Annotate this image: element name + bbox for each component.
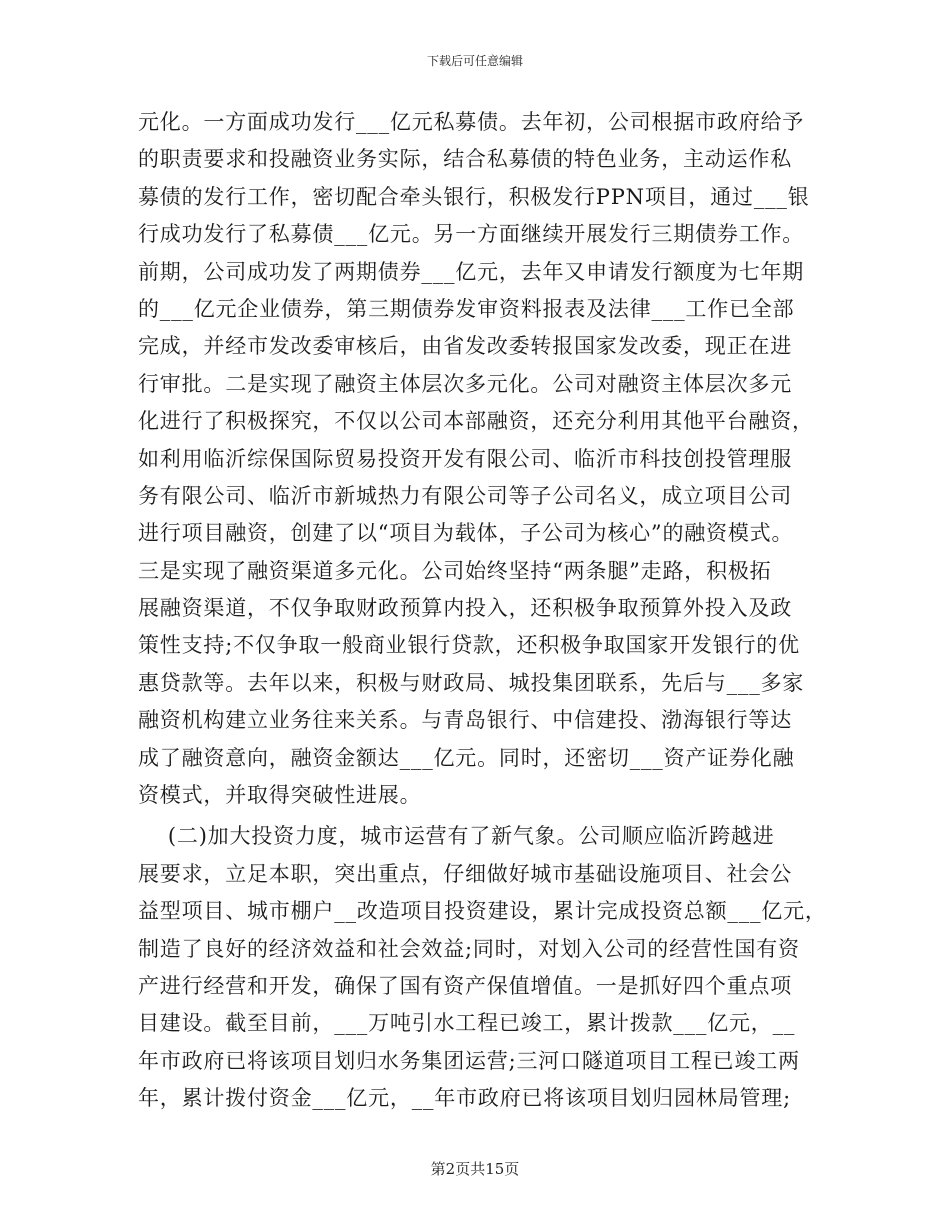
page-header: 下载后可任意编辑 (426, 54, 523, 68)
text-line: 元化。一方面成功发行___亿元私募债。去年初，公司根据市政府给予 (138, 110, 805, 134)
text-line: 进行项目融资，创建了以“项目为载体，子公司为核心”的融资模式。 (138, 521, 794, 546)
text-line: 前期，公司成功发了两期债券___亿元，去年又申请发行额度为七年期 (138, 259, 805, 284)
text-line: 产进行经营和开发，确保了国有资产保值增值。一是抓好四个重点项 (138, 973, 792, 998)
text-line: 完成，并经市发改委审核后，由省发改委转报国家发改委，现正在进 (138, 334, 792, 359)
text-line: 务有限公司、临沂市新城热力有限公司等子公司名义，成立项目公司 (138, 483, 792, 508)
text-line: 惠贷款等。去年以来，积极与财政局、城投集团联系，先后与___多家 (138, 670, 805, 695)
text-line: 如利用临沂综保国际贸易投资开发有限公司、临沂市科技创投管理服 (138, 446, 792, 471)
text-line: 三是实现了融资渠道多元化。公司始终坚持“两条腿”走路，积极拓 (138, 558, 772, 583)
text-line: 融资机构建立业务往来关系。与青岛银行、中信建投、渤海银行等达 (138, 708, 792, 733)
text-line: 资模式，并取得突破性进展。 (138, 783, 422, 808)
text-line: 的职责要求和投融资业务实际，结合私募债的特色业务，主动运作私 (138, 147, 792, 172)
text-line: 行成功发行了私募债___亿元。另一方面继续开展发行三期债券工作。 (138, 222, 805, 247)
text-line: (二)加大投资力度，城市运营有了新气象。公司顺应临沂跨越进 (138, 824, 775, 849)
text-line: 年市政府已将该项目划归水务集团运营;三河口隧道项目工程已竣工两 (138, 1048, 800, 1073)
text-line: 行审批。二是实现了融资主体层次多元化。公司对融资主体层次多元 (138, 371, 792, 396)
page-number: 第2页共15页 (430, 1160, 520, 1178)
document-body (138, 104, 827, 1118)
text-line: 成了融资意向，融资金额达___亿元。同时，还密切___资产证券化融 (138, 745, 795, 770)
text-line: 展要求，立足本职，突出重点，仔细做好城市基础设施项目、社会公 (138, 861, 792, 886)
text-line: 化进行了积极探究，不仅以公司本部融资，还充分利用其他平台融资， (138, 409, 814, 434)
text-line: 年，累计拨付资金___亿元，__年市政府已将该项目划归园林局管理; (138, 1086, 791, 1111)
text-line: 制造了良好的经济效益和社会效益;同时，对划入公司的经营性国有资 (138, 936, 800, 961)
text-line: 益型项目、城市棚户__改造项目投资建设，累计完成投资总额___亿元， (138, 899, 827, 924)
text-line: 目建设。截至目前，___万吨引水工程已竣工，累计拨款___亿元，__ (138, 1011, 796, 1036)
text-line: 策性支持;不仅争取一般商业银行贷款，还积极争取国家开发银行的优 (138, 633, 800, 658)
text-line: 的___亿元企业债券，第三期债券发审资料报表及法律___工作已全部 (138, 296, 795, 321)
text-line: 募债的发行工作，密切配合牵头银行，积极发行PPN项目，通过___银 (138, 184, 810, 209)
text-line: 展融资渠道，不仅争取财政预算内投入，还积极争取预算外投入及政 (138, 596, 792, 621)
